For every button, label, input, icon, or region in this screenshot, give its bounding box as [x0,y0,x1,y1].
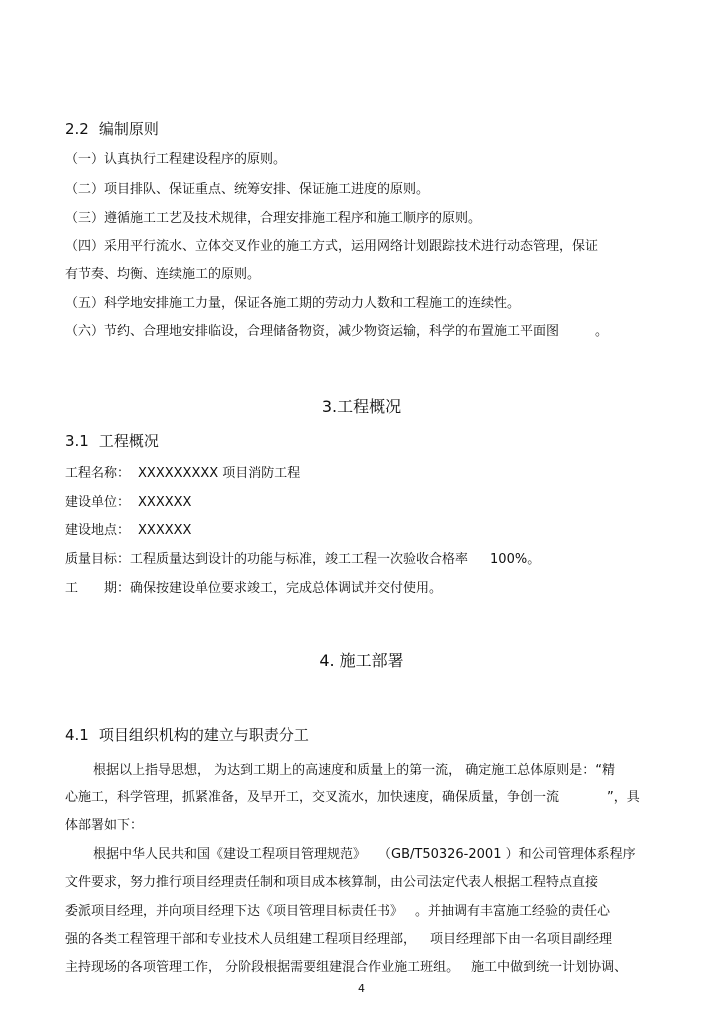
chapter-4-heading: 4. 施工部署 [319,651,404,670]
field-value: 工程质量达到设计的功能与标准，竣工工程一次验收合格率 [130,552,469,567]
list-item [65,323,608,341]
quality-target-line [65,551,540,569]
paragraph-text: 心施工，科学管理，抓紧准备，及早开工，交叉流水，加快速度，确保质量，争创一流 [65,790,560,805]
field-label: 建设地点： [65,523,131,538]
paragraph-line [65,959,627,977]
paragraph-line: 体部署如下： [65,818,144,833]
field-value: XXXXXXXXX 项目消防工程 [138,466,301,481]
field-value: XXXXXX [138,495,192,510]
paragraph-text: 强的各类工程管理干部和专业技术人员组建工程项目经理部， [65,932,417,947]
list-item: （二）项目排队、保证重点、统筹安排、保证施工进度的原则。 [65,182,430,197]
paragraph-line [65,903,610,921]
paragraph-text: 主持现场的各项管理工作， 分阶段根据需要组建混合作业施工班组。 [65,960,460,975]
section-4-1-heading [65,725,309,745]
field-label: 工程名称： [65,466,131,481]
list-item-text: （六）节约、合理地安排临设，合理储备物资，减少物资运输，科学的布置施工平面图 [65,324,560,339]
section-number: 4.1 [65,726,89,744]
section-title: 编制原则 [98,120,159,138]
field-label-a: 工 [65,581,79,596]
paragraph-line [65,846,636,864]
paragraph-text: ”，具 [607,790,640,805]
section-title: 项目组织机构的建立与职责分工 [98,726,309,744]
field-percentage: 100%。 [490,552,541,567]
list-item: （一）认真执行工程建设程序的原则。 [65,152,287,167]
paragraph-line: 文件要求，努力推行项目经理责任制和项目成本核算制，由公司法定代表人根据工程特点直接 [65,875,599,890]
page-number: 4 [358,982,365,995]
list-item-period: 。 [595,324,609,339]
paragraph-text: 项目经理部下由一名项目副经理 [430,932,613,947]
construction-unit-line [65,494,191,512]
paragraph-text: 根据中华人民共和国《建设工程项目管理规范》 [93,847,367,862]
field-value: 确保按建设单位要求竣工，完成总体调试并交付使用。 [130,581,443,596]
paragraph-text: （GB/T50326-2001 ）和公司管理体系程序 [378,847,636,862]
section-title: 工程概况 [98,432,159,450]
field-label-b: 期： [104,581,131,596]
section-number: 2.2 [65,120,89,138]
schedule-line [65,580,442,598]
section-2-2-heading [65,119,159,139]
list-item: （五）科学地安排施工力量，保证各施工期的劳动力人数和工程施工的连续性。 [65,296,521,311]
section-3-1-heading [65,431,159,451]
paragraph-line: 根据以上指导思想， 为达到工期上的高速度和质量上的第一流， 确定施工总体原则是：“精 [93,763,616,778]
list-item: （四）采用平行流水、立体交叉作业的施工方式，运用网络计划跟踪技术进行动态管理，保证 [65,239,599,254]
list-item: （三）遵循施工工艺及技术规律，合理安排施工程序和施工顺序的原则。 [65,211,482,226]
list-item: 有节奏、均衡、连续施工的原则。 [65,267,261,282]
paragraph-text: 。并抽调有丰富施工经验的责任心 [415,904,611,919]
section-number: 3.1 [65,432,89,450]
paragraph-text: 施工中做到统一计划协调、 [471,960,628,975]
chapter-3-heading: 3.工程概况 [321,397,402,416]
field-label: 建设单位： [65,495,131,510]
paragraph-line [65,931,612,949]
field-label: 质量目标： [65,552,131,567]
project-name-line [65,465,300,483]
paragraph-text: 委派项目经理，并向项目经理下达《项目管理目标责任书》 [65,904,404,919]
field-value: XXXXXX [138,523,192,538]
paragraph-line [65,789,640,807]
construction-site-line [65,522,191,540]
